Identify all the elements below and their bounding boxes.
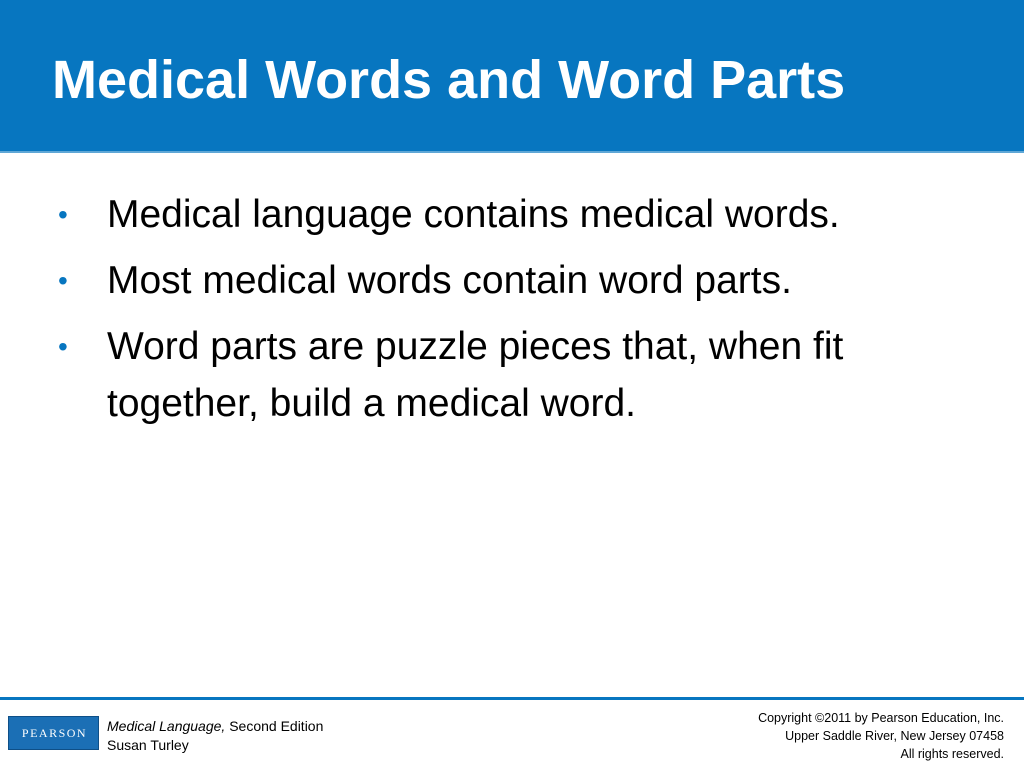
book-edition: Second Edition [225, 718, 324, 734]
bullet-item [58, 252, 978, 309]
book-info [107, 717, 323, 755]
bullet-dot-icon: • [58, 199, 68, 230]
book-title: Medical Language, [107, 718, 226, 734]
bullet-text: Word parts are puzzle pieces that, when fit together, build a medical word. [107, 325, 844, 425]
title-bar [0, 0, 1024, 153]
copyright-block [758, 709, 1004, 763]
rights-notice: All rights reserved. [900, 747, 1004, 761]
book-title-line [107, 717, 323, 736]
bullet-text: Medical language contains medical words. [107, 193, 840, 236]
bullet-text: Most medical words contain word parts. [107, 259, 792, 302]
pearson-logo [8, 716, 99, 750]
bullet-item [58, 186, 978, 243]
bullet-list [58, 186, 978, 441]
bullet-dot-icon: • [58, 331, 68, 362]
bullet-item [58, 318, 978, 432]
footer-divider [0, 697, 1024, 700]
book-author: Susan Turley [107, 737, 189, 753]
logo-text: PEARSON [21, 726, 88, 740]
slide-title: Medical Words and Word Parts [52, 50, 846, 110]
copyright-line: Copyright ©2011 by Pearson Education, Inc. [758, 711, 1004, 725]
publisher-address: Upper Saddle River, New Jersey 07458 [785, 729, 1004, 743]
bullet-dot-icon: • [58, 265, 68, 296]
